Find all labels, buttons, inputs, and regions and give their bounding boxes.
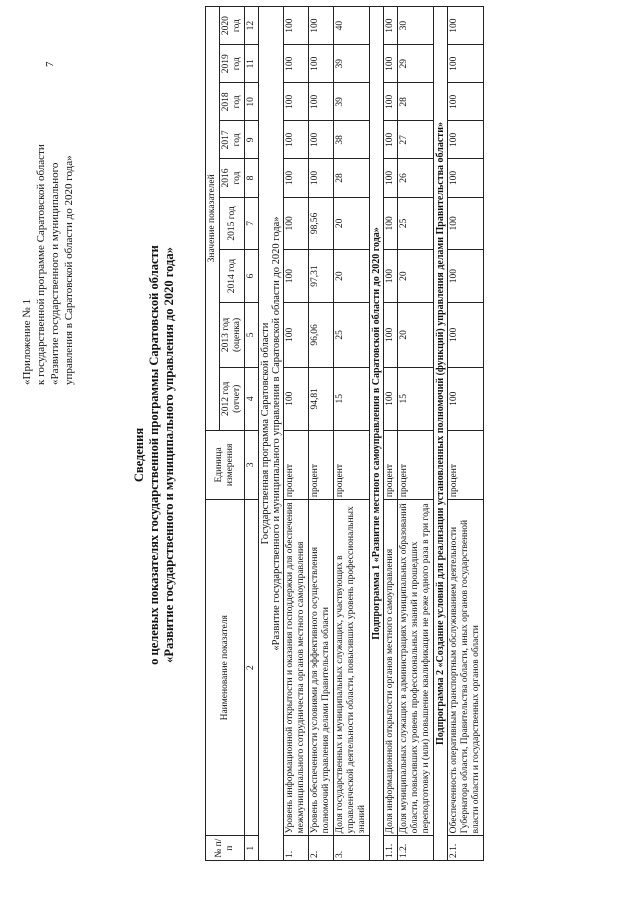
indicator-name: Доля информационной открытости органов местного самоуправления [384, 500, 398, 836]
value-cell: 100 [448, 159, 484, 197]
title-line: «Развитие государственного и муниципального управления до 2020 года» [162, 247, 176, 663]
value-cell: 100 [448, 83, 484, 121]
program-title-row [259, 7, 284, 861]
value-cell: 20 [334, 197, 370, 250]
value-cell: 20 [334, 250, 370, 303]
table-row [284, 7, 309, 861]
value-cell: 25 [398, 197, 434, 250]
header-year: 2013 год (оценка) [220, 302, 245, 367]
value-cell: 100 [284, 159, 309, 197]
header-year: 2017 год [220, 121, 245, 159]
value-cell: 28 [334, 159, 370, 197]
value-cell: 100 [309, 45, 334, 83]
value-cell: 27 [398, 121, 434, 159]
appendix-line: управления в Саратовской области до 2020 года» [63, 155, 75, 385]
column-number: 1 [245, 836, 259, 861]
value-cell: 100 [384, 121, 398, 159]
value-cell: 30 [398, 7, 434, 45]
value-cell: 100 [284, 45, 309, 83]
value-cell: 100 [384, 159, 398, 197]
value-cell: 98,56 [309, 197, 334, 250]
value-cell: 40 [334, 7, 370, 45]
header-year: 2015 год [220, 197, 245, 250]
header-year: 2018 год [220, 83, 245, 121]
indicator-name: Доля государственных и муниципальных служащих, участвующих в управленческой деятельности области, повысивших уровень профессиональных знаний [334, 500, 370, 836]
indicator-unit: процент [384, 430, 398, 499]
table-row [334, 7, 370, 861]
header-unit: Единица измерения [206, 430, 245, 499]
appendix-note [20, 40, 76, 385]
indicator-unit: процент [334, 430, 370, 499]
indicators-table [205, 6, 484, 861]
value-cell: 39 [334, 45, 370, 83]
title-line: о целевых показателях государственной программы Саратовской области [147, 245, 161, 665]
value-cell: 100 [309, 121, 334, 159]
value-cell: 25 [334, 302, 370, 367]
table-row [448, 7, 484, 861]
column-number: 2 [245, 500, 259, 836]
value-cell: 100 [284, 250, 309, 303]
value-cell: 100 [284, 7, 309, 45]
value-cell: 100 [384, 45, 398, 83]
value-cell: 100 [448, 7, 484, 45]
column-number: 3 [245, 430, 259, 499]
indicator-name: Доля муниципальных служащих в администрациях муниципальных образований области, повысивших уровень профессиональных знаний и прошедших переподготовку и (или) повышение квалификации не реже одного раза в три года [398, 500, 434, 836]
appendix-line: «Развитие государственного и муниципального [49, 162, 61, 385]
table-body [259, 7, 484, 861]
value-cell: 100 [309, 159, 334, 197]
table-row [384, 7, 398, 861]
value-cell: 100 [448, 197, 484, 250]
header-name: Наименование показателя [206, 500, 245, 836]
value-cell: 100 [284, 121, 309, 159]
indicator-name: Уровень информационной открытости и оказания господдержки для обеспечения межмуниципального сотрудничества органов местного самоуправления [284, 500, 309, 836]
header-year: 2016 год [220, 159, 245, 197]
header-values-group: Значение показателей [206, 7, 220, 431]
subprogram-1-title: Подпрограмма 1 «Развитие местного самоуправления в Саратовской области до 2020 года» [370, 7, 384, 861]
document-title [132, 125, 177, 785]
value-cell: 100 [384, 367, 398, 430]
program-title-line: «Развитие государственного и муниципального управления в Саратовской области до 2020 года» [271, 216, 282, 651]
value-cell: 100 [384, 7, 398, 45]
value-cell: 100 [384, 302, 398, 367]
row-number: 1. [284, 836, 309, 861]
header-year: 2012 год (отчет) [220, 367, 245, 430]
value-cell: 100 [384, 83, 398, 121]
value-cell: 100 [284, 367, 309, 430]
column-number: 5 [245, 302, 259, 367]
value-cell: 100 [448, 302, 484, 367]
value-cell: 26 [398, 159, 434, 197]
table-row [398, 7, 434, 861]
column-number: 7 [245, 197, 259, 250]
column-number: 11 [245, 45, 259, 83]
row-number: 2. [309, 836, 334, 861]
column-number: 12 [245, 7, 259, 45]
header-num: № п/п [206, 836, 245, 861]
indicator-unit: процент [398, 430, 434, 499]
value-cell: 100 [384, 197, 398, 250]
value-cell: 15 [334, 367, 370, 430]
page-number: 7 [44, 61, 56, 67]
indicator-unit: процент [284, 430, 309, 499]
value-cell: 100 [448, 45, 484, 83]
column-number: 4 [245, 367, 259, 430]
column-number: 10 [245, 83, 259, 121]
table-row [309, 7, 334, 861]
value-cell: 100 [448, 121, 484, 159]
appendix-line: «Приложение № 1 [21, 298, 33, 385]
value-cell: 100 [284, 302, 309, 367]
value-cell: 94,81 [309, 367, 334, 430]
indicator-unit: процент [309, 430, 334, 499]
value-cell: 100 [384, 250, 398, 303]
indicator-unit: процент [448, 430, 484, 499]
value-cell: 100 [284, 83, 309, 121]
value-cell: 100 [309, 83, 334, 121]
value-cell: 20 [398, 250, 434, 303]
header-year: 2020 год [220, 7, 245, 45]
value-cell: 97,31 [309, 250, 334, 303]
indicator-name: Уровень обеспеченности условиями для эффективного осуществления полномочий управления делами Правительства области [309, 500, 334, 836]
value-cell: 29 [398, 45, 434, 83]
value-cell: 39 [334, 83, 370, 121]
indicator-name: Обеспеченность оперативным транспортным обслуживанием деятельности Губернатора области, Правительства области, иных органов государственной власти области и государственных органов области [448, 500, 484, 836]
value-cell: 100 [309, 7, 334, 45]
value-cell: 100 [448, 250, 484, 303]
title-line: Сведения [132, 427, 146, 483]
appendix-line: к государственной программе Саратовской области [35, 144, 47, 385]
value-cell: 28 [398, 83, 434, 121]
header-year: 2019 год [220, 45, 245, 83]
subprogram-2-title: Подпрограмма 2 «Создание условий для реализации установленных полномочий (функций) управления делами Правительства области» [434, 7, 448, 861]
column-number: 6 [245, 250, 259, 303]
value-cell: 38 [334, 121, 370, 159]
row-number: 1.2. [398, 836, 434, 861]
value-cell: 15 [398, 367, 434, 430]
value-cell: 100 [284, 197, 309, 250]
value-cell: 100 [448, 367, 484, 430]
header-year: 2014 год [220, 250, 245, 303]
value-cell: 20 [398, 302, 434, 367]
column-number: 8 [245, 159, 259, 197]
column-number: 9 [245, 121, 259, 159]
row-number: 3. [334, 836, 370, 861]
row-number: 2.1. [448, 836, 484, 861]
value-cell: 96,06 [309, 302, 334, 367]
program-title-line: Государственная программа Саратовской области [260, 322, 271, 545]
row-number: 1.1. [384, 836, 398, 861]
